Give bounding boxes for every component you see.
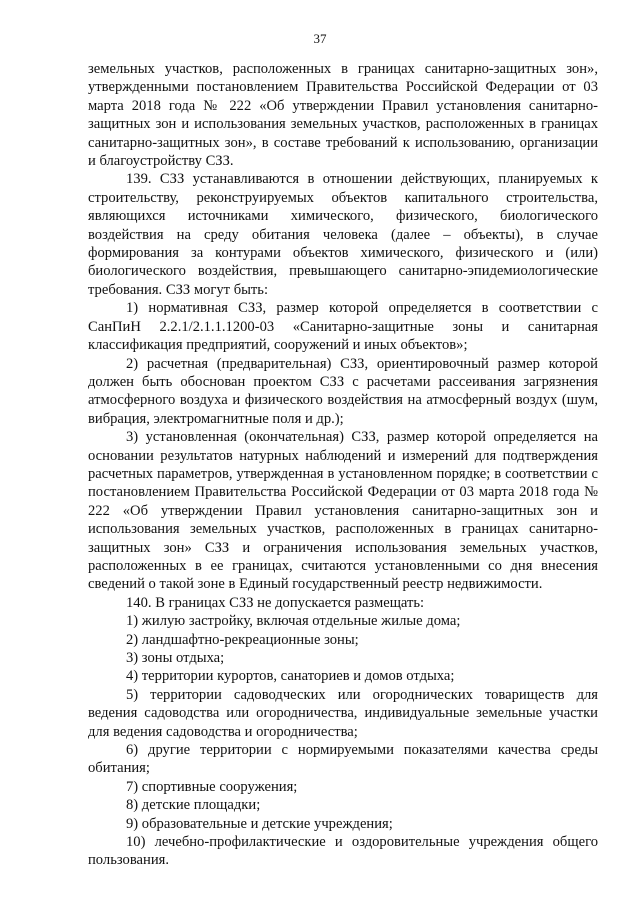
list-item-140-9: 9) образовательные и детские учреждения; bbox=[126, 815, 393, 832]
list-item-140-1: 1) жилую застройку, включая отдельные жилые дома; bbox=[126, 613, 461, 630]
list-item-140-4: 4) территории курортов, санаториев и домов отдыха; bbox=[126, 668, 455, 685]
list-item-140-8: 8) детские площадки; bbox=[126, 797, 261, 814]
list-item-140-2: 2) ландшафтно-рекреационные зоны; bbox=[126, 631, 359, 648]
paragraph-140: 140. В границах СЗЗ не допускается размещать: bbox=[126, 594, 425, 611]
list-item-140-10: 10) лечебно-профилактические и оздоровительные учреждения общего пользования. bbox=[88, 834, 598, 869]
page-number: 37 bbox=[313, 31, 327, 46]
list-item-140-5: 5) территории садоводческих или огороднических товариществ для ведения садоводства или огородничества, индивидуальные земельные участки для ведения садоводства и огородничества; bbox=[88, 686, 598, 740]
list-item-139-3: 3) установленная (окончательная) СЗЗ, размер которой определяется на основании результатов натурных наблюдений и измерений для подтверждения расчетных параметров, утвержденная в установленном порядке; в соответствии с постановлением Правительства Российской Федерации от 03 марта 2018 года № 222 «Об утверждении Правил установления санитарно-защитных зон и использования земельных участков, расположенных в границах санитарно-защитных зон» СЗЗ и ограничения использования земельных участков, расположенных в ее границах, считаются установленными со дня внесения сведений о такой зоне в Единый государственный реестр недвижимости. bbox=[88, 429, 598, 593]
paragraph-139: 139. СЗЗ устанавливаются в отношении действующих, планируемых к строительству, реконструируемых объектов капитального строительства, являющихся источниками химического, физического, биологического воздействия на среду обитания человека (далее – объекты), в случае формирования за контурами объектов химического, физического и (или) биологического воздействия, превышающего санитарно-эпидемиологические требования. СЗЗ могут быть: bbox=[88, 171, 598, 298]
list-item-140-7: 7) спортивные сооружения; bbox=[126, 778, 298, 795]
list-item-139-2: 2) расчетная (предварительная) СЗЗ, ориентировочный размер которой должен быть обоснован проектом СЗЗ с расчетами рассеивания загрязнения атмосферного воздуха и физического воздействия на атмосферный воздух (шум, вибрация, электромагнитные поля и др.); bbox=[88, 355, 598, 427]
paragraph-continuation: земельных участков, расположенных в границах санитарно-защитных зон», утвержденными постановлением Правительства Российской Федерации от 03 марта 2018 года № 222 «Об утверждении Правил установления санитарно-защитных зон и использования земельных участков, расположенных в границах санитарно-защитных зон», в составе требований к использованию, организации и благоустройству СЗЗ. bbox=[88, 61, 598, 170]
list-item-140-3: 3) зоны отдыха; bbox=[126, 650, 225, 666]
list-item-139-1: 1) нормативная СЗЗ, размер которой определяется в соответствии с СанПиН 2.2.1/2.1.1.1200-03 «Санитарно-защитные зоны и санитарная классификация предприятий, сооружений и иных объектов»; bbox=[88, 300, 598, 354]
list-item-140-6: 6) другие территории с нормируемыми показателями качества среды обитания; bbox=[88, 742, 598, 777]
document-body bbox=[88, 60, 598, 870]
